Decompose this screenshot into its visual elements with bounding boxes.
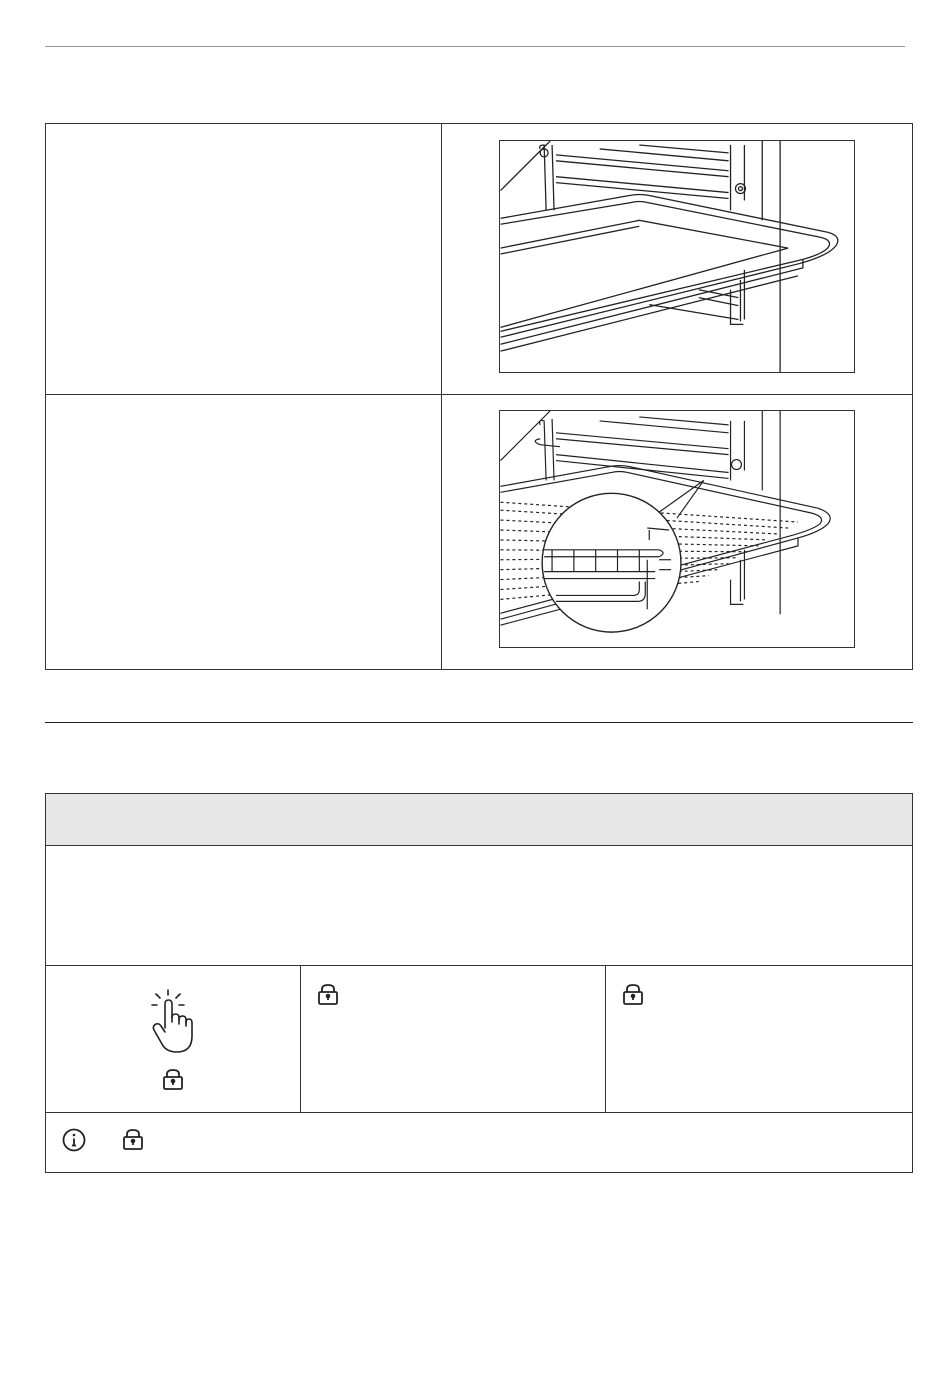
lock-icon bbox=[317, 983, 339, 1005]
step-column-1 bbox=[46, 965, 301, 1112]
step-row-tray bbox=[46, 124, 912, 395]
steps-table bbox=[45, 123, 913, 670]
lock-icon bbox=[162, 1068, 184, 1090]
table-header bbox=[46, 794, 912, 846]
table-description-row bbox=[46, 845, 912, 966]
wire-shelf-illustration bbox=[499, 410, 855, 648]
lock-icon bbox=[122, 1128, 144, 1150]
top-rule bbox=[45, 46, 905, 47]
touch-gesture-icon bbox=[148, 988, 194, 1054]
step-column-3 bbox=[606, 965, 912, 1112]
section-rule bbox=[45, 722, 913, 723]
step-text-cell bbox=[46, 124, 442, 394]
step-row-shelf bbox=[46, 394, 912, 669]
step-column-2 bbox=[301, 965, 606, 1112]
lock-icon bbox=[622, 983, 644, 1005]
baking-tray-illustration bbox=[499, 140, 855, 373]
lock-function-table bbox=[45, 793, 913, 1173]
table-steps-row bbox=[46, 965, 912, 1113]
info-note-row bbox=[46, 1112, 912, 1172]
step-text-cell bbox=[46, 394, 442, 669]
info-icon bbox=[62, 1128, 86, 1152]
